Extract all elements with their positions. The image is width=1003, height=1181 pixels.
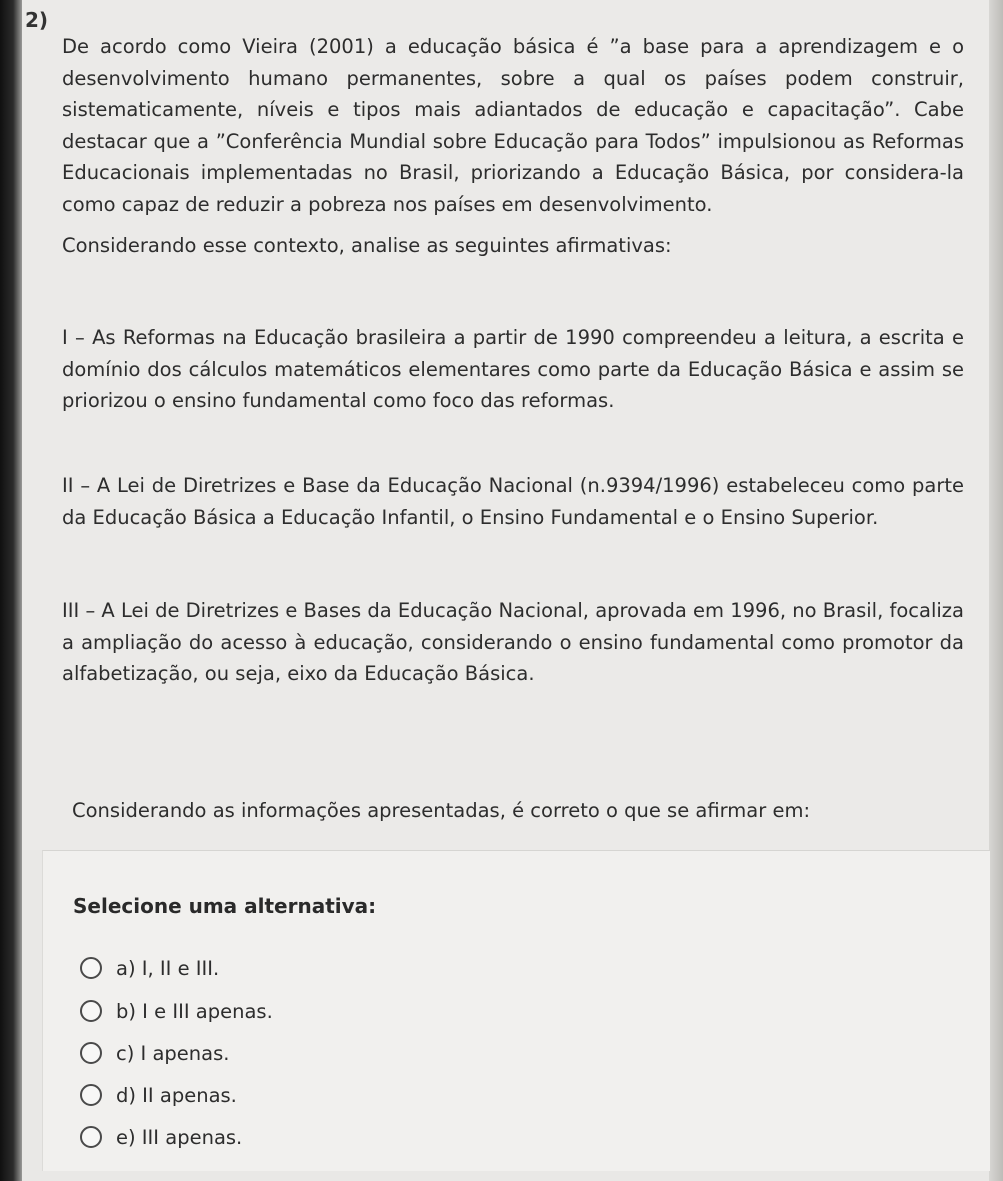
option-c-label[interactable]: c) I apenas. — [116, 1041, 230, 1065]
question-intro: De acordo como Vieira (2001) a educação básica é ”a base para a aprendizagem e o desenvolvimento humano permanentes, sobre a qual os países podem construir, sistematicamente, níveis e tipos mais adiantados de educação e capacitação”. Cabe destacar que a ”Conferência Mundial sobre Educação para Todos” impulsionou as Reformas Educacionais implementadas no Brasil, priorizando a Educação Básica, por considera-la como capaz de reduzir a pobreza nos países em desenvolvimento. — [62, 35, 964, 216]
statement-2: II – A Lei de Diretrizes e Base da Educação Nacional (n.9394/1996) estabeleceu como parte da Educação Básica a Educação Infantil, o Ensino Fundamental e o Ensino Superior. — [62, 474, 964, 529]
select-alternative-title: Selecione uma alternativa: — [73, 894, 377, 918]
screen-left-edge — [0, 0, 22, 1181]
option-e[interactable] — [80, 1122, 242, 1152]
radio-button-icon[interactable] — [80, 1126, 102, 1148]
option-b[interactable] — [80, 996, 273, 1026]
option-b-label[interactable]: b) I e III apenas. — [116, 999, 273, 1023]
radio-button-icon[interactable] — [80, 957, 102, 979]
option-d-label[interactable]: d) II apenas. — [116, 1083, 237, 1107]
option-e-label[interactable]: e) III apenas. — [116, 1125, 243, 1149]
option-a[interactable] — [80, 953, 219, 983]
question-prompt: Considerando as informações apresentadas, é correto o que se afirmar em: — [72, 799, 811, 822]
radio-button-icon[interactable] — [80, 1000, 102, 1022]
screen-right-edge — [989, 0, 1003, 1181]
option-c[interactable] — [80, 1038, 229, 1068]
statement-3: III – A Lei de Diretrizes e Bases da Educação Nacional, aprovada em 1996, no Brasil, focaliza a ampliação do acesso à educação, considerando o ensino fundamental como promotor da alfabetização, ou seja, eixo da Educação Básica. — [62, 599, 964, 685]
question-number: 2) — [25, 8, 49, 32]
radio-button-icon[interactable] — [80, 1084, 102, 1106]
option-d[interactable] — [80, 1080, 237, 1110]
option-a-label[interactable]: a) I, II e III. — [116, 956, 220, 980]
statement-1: I – As Reformas na Educação brasileira a partir de 1990 compreendeu a leitura, a escrita e domínio dos cálculos matemáticos elementares como parte da Educação Básica e assim se priorizou o ensino fundamental como foco das reformas. — [62, 326, 964, 412]
radio-button-icon[interactable] — [80, 1042, 102, 1064]
question-context-line: Considerando esse contexto, analise as seguintes afirmativas: — [62, 234, 672, 257]
